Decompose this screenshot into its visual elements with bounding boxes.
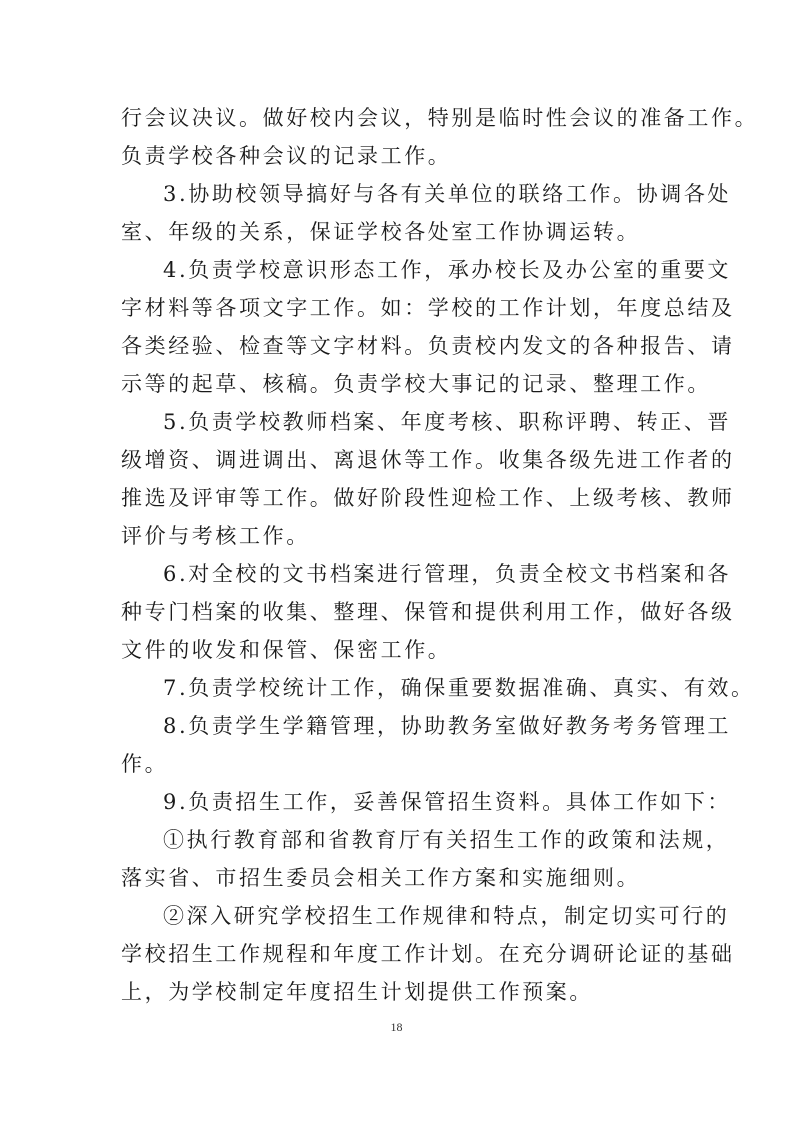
- text-line: 落实省、市招生委员会相关工作方案和实施细则。: [121, 866, 641, 890]
- text-line: 学校招生工作规程和年度工作计划。在充分调研论证的基础: [121, 942, 735, 966]
- text-line: 室、年级的关系，保证学校各处室工作协调运转。: [121, 220, 641, 244]
- text-line: 8.负责学生学籍管理，协助教务室做好教务考务管理工: [163, 714, 732, 738]
- text-line: 9.负责招生工作，妥善保管招生资料。具体工作如下：: [163, 790, 732, 814]
- text-line: 行会议决议。做好校内会议，特别是临时性会议的准备工作。: [121, 106, 759, 130]
- text-line: 种专门档案的收集、整理、保管和提供利用工作，做好各级: [121, 600, 735, 624]
- text-line: 评价与考核工作。: [121, 524, 310, 548]
- text-line: 字材料等各项文字工作。如：学校的工作计划，年度总结及: [121, 296, 735, 320]
- text-line: 负责学校各种会议的记录工作。: [121, 144, 452, 168]
- text-line: 级增资、调进调出、离退休等工作。收集各级先进工作者的: [121, 448, 735, 472]
- text-line: 6.对全校的文书档案进行管理，负责全校文书档案和各: [163, 562, 732, 586]
- text-line: 作。: [121, 752, 169, 776]
- text-line: 推选及评审等工作。做好阶段性迎检工作、上级考核、教师: [121, 486, 735, 510]
- text-line: ①执行教育部和省教育厅有关招生工作的政策和法规，: [163, 828, 730, 852]
- page-number: 18: [390, 1020, 403, 1034]
- text-line: 5.负责学校教师档案、年度考核、职称评聘、转正、晋: [163, 410, 732, 434]
- text-line: 7.负责学校统计工作，确保重要数据准确、真实、有效。: [163, 676, 755, 700]
- text-line: ②深入研究学校招生工作规律和特点，制定切实可行的: [163, 904, 730, 928]
- text-line: 示等的起草、核稿。负责学校大事记的记录、整理工作。: [121, 372, 711, 396]
- text-line: 上，为学校制定年度招生计划提供工作预案。: [121, 980, 593, 1004]
- text-line: 各类经验、检查等文字材料。负责校内发文的各种报告、请: [121, 334, 735, 358]
- text-line: 文件的收发和保管、保密工作。: [121, 638, 452, 662]
- text-line: 3.协助校领导搞好与各有关单位的联络工作。协调各处: [163, 182, 732, 206]
- text-line: 4.负责学校意识形态工作，承办校长及办公室的重要文: [163, 258, 732, 282]
